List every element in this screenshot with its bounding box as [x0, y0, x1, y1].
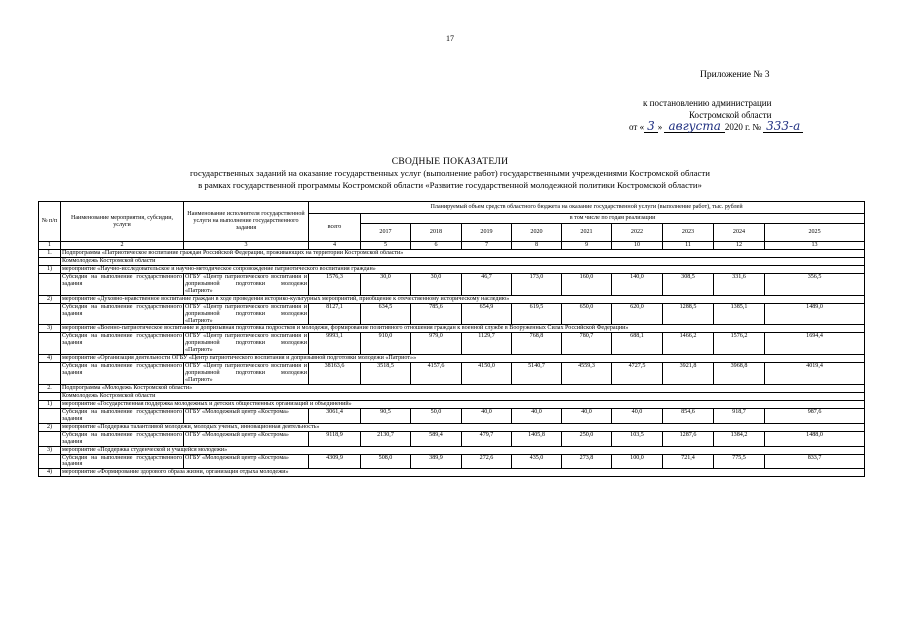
row-number	[39, 333, 61, 355]
value-year: 4559,3	[562, 363, 612, 385]
value-year: 768,8	[512, 333, 562, 355]
value-total: 9993,1	[309, 333, 361, 355]
section-text: мероприятие «Формирование здорового образа жизни, организация отдыха молодежи»	[61, 469, 865, 477]
column-number: 10	[612, 242, 663, 250]
column-number: 5	[361, 242, 411, 250]
resolution-reference: к постановлению администрации	[643, 98, 772, 108]
subsidy-row	[39, 454, 865, 469]
subsidy-name: Субсидия на выполнение государственного задания	[62, 454, 182, 468]
column-number: 8	[512, 242, 562, 250]
row-number: 2)	[39, 423, 61, 431]
value-year: 356,5	[765, 274, 865, 296]
value-total: 4309,9	[309, 454, 361, 469]
executor-name: ОГБУ «Центр патриотического воспитания и допризывной подготовки молодежи «Патриот»	[185, 303, 307, 324]
value-year: 173,0	[512, 274, 562, 296]
header-total: всего	[309, 214, 361, 242]
subsidy-row	[39, 408, 865, 423]
section-row	[39, 384, 865, 392]
subsidy-name: Субсидия на выполнение государственного задания	[61, 274, 184, 296]
value-year: 4727,5	[612, 363, 663, 385]
column-number: 2	[61, 242, 184, 250]
value-total: 38163,6	[309, 363, 361, 385]
value-year: 775,5	[714, 454, 765, 469]
value-year: 30,0	[361, 274, 411, 296]
value-year: 90,5	[361, 408, 411, 423]
value-total: 8127,1	[309, 303, 361, 325]
subsidy-name: Субсидия на выполнение государственного задания	[62, 408, 182, 422]
subsidy-row	[39, 431, 865, 446]
section-row	[39, 392, 865, 400]
column-number: 11	[663, 242, 714, 250]
value-total: 9118,9	[309, 431, 361, 446]
section-text: мероприятие «Поддержка студенческой и учащейся молодежи»	[61, 446, 865, 454]
indicators-table	[38, 201, 865, 477]
row-number: 1)	[39, 266, 61, 274]
row-number: 4)	[39, 355, 61, 363]
value-year: 46,7	[462, 274, 512, 296]
column-number: 9	[562, 242, 612, 250]
header-year: 2017	[361, 224, 411, 242]
value-year: 435,0	[512, 454, 562, 469]
executor-name: ОГБУ «Молодежный центр «Кострома»	[184, 431, 309, 446]
executor-name: ОГБУ «Центр патриотического воспитания и допризывной подготовки молодежи «Патриот»	[185, 333, 307, 354]
value-year: 650,0	[562, 303, 612, 325]
header-year: 2018	[411, 224, 462, 242]
header-name: Наименование мероприятия, субсидии, услуги	[61, 202, 184, 242]
section-row	[39, 423, 865, 431]
document-subtitle-1: государственных заданий на оказание государственных услуг (выполнение работ) государственными учреждениями Костромской области	[190, 168, 710, 178]
row-number: 1.	[39, 250, 61, 258]
row-number: 3)	[39, 325, 61, 333]
subsidy-row	[39, 274, 865, 296]
row-number	[39, 363, 61, 385]
row-number	[39, 392, 61, 400]
header-year: 2024	[714, 224, 765, 242]
column-number: 1	[39, 242, 61, 250]
value-year: 40,0	[612, 408, 663, 423]
date-month: августа	[664, 121, 724, 133]
value-year: 4150,0	[462, 363, 512, 385]
date-year: 2020 г. №	[724, 122, 761, 132]
row-number	[39, 274, 61, 296]
value-year: 1488,0	[765, 431, 865, 446]
section-text: мероприятие «Поддержка талантливой молодежи, молодых ученых, инновационная деятельность»	[61, 423, 865, 431]
value-year: 508,0	[361, 454, 411, 469]
value-year: 331,6	[714, 274, 765, 296]
column-number: 13	[765, 242, 865, 250]
value-year: 1576,2	[714, 333, 765, 355]
document-title: СВОДНЫЕ ПОКАЗАТЕЛИ	[391, 157, 509, 167]
section-text: мероприятие «Духовно-нравственное воспитание граждан в ходе проведения историко-культурных мероприятий, приобщение к отечественному историческому наследию»	[61, 295, 865, 303]
value-year: 479,7	[462, 431, 512, 446]
value-year: 780,7	[562, 333, 612, 355]
subsidy-row	[39, 363, 865, 385]
value-year: 30,0	[411, 274, 462, 296]
value-year: 1466,2	[663, 333, 714, 355]
header-year: 2022	[612, 224, 663, 242]
value-total: 1576,3	[309, 274, 361, 296]
subsidy-row	[39, 303, 865, 325]
row-number	[39, 431, 61, 446]
header-num: № п/п	[39, 202, 61, 242]
row-number: 3)	[39, 446, 61, 454]
value-year: 3518,5	[361, 363, 411, 385]
row-number	[39, 408, 61, 423]
resolution-date-line	[629, 121, 803, 133]
value-year: 250,0	[562, 431, 612, 446]
value-year: 40,0	[512, 408, 562, 423]
section-row	[39, 469, 865, 477]
section-text: Коммолодежь Костромской области	[61, 392, 865, 400]
value-year: 2130,7	[361, 431, 411, 446]
row-number: 2.	[39, 384, 61, 392]
value-year: 4019,4	[765, 363, 865, 385]
appendix-label: Приложение № 3	[700, 70, 770, 80]
section-row	[39, 295, 865, 303]
value-year: 40,0	[462, 408, 512, 423]
value-year: 3921,8	[663, 363, 714, 385]
executor-name: ОГБУ «Молодежный центр «Кострома»	[184, 408, 309, 423]
header-year: 2023	[663, 224, 714, 242]
section-row	[39, 400, 865, 408]
date-sep: »	[657, 122, 663, 132]
subsidy-name: Субсидия на выполнение государственного задания	[61, 363, 184, 385]
section-row	[39, 258, 865, 266]
date-day: 3	[644, 121, 658, 133]
subsidy-name: Субсидия на выполнение государственного задания	[62, 431, 182, 445]
value-year: 910,0	[361, 333, 411, 355]
value-year: 273,8	[562, 454, 612, 469]
value-year: 272,6	[462, 454, 512, 469]
value-year: 1288,5	[663, 303, 714, 325]
section-row	[39, 355, 865, 363]
value-year: 1385,1	[714, 303, 765, 325]
value-year: 979,0	[411, 333, 462, 355]
header-year: 2025	[765, 224, 865, 242]
subsidy-row	[39, 333, 865, 355]
executor-name: ОГБУ «Молодежный центр «Кострома»	[184, 454, 309, 469]
section-row	[39, 266, 865, 274]
row-number: 4)	[39, 469, 61, 477]
value-year: 100,0	[612, 454, 663, 469]
value-year: 619,5	[512, 303, 562, 325]
subsidy-name: Субсидия на выполнение государственного задания	[61, 303, 184, 325]
value-year: 3968,8	[714, 363, 765, 385]
value-year: 721,4	[663, 454, 714, 469]
header-year: 2020	[512, 224, 562, 242]
value-year: 1287,6	[663, 431, 714, 446]
row-number	[39, 303, 61, 325]
row-number: 1)	[39, 400, 61, 408]
value-year: 854,6	[663, 408, 714, 423]
header-year: 2019	[462, 224, 512, 242]
value-year: 103,5	[612, 431, 663, 446]
column-number: 4	[309, 242, 361, 250]
value-year: 1694,4	[765, 333, 865, 355]
section-text: мероприятие «Научно-исследовательское и научно-методическое сопровождение патриотического воспитания граждан»	[61, 266, 865, 274]
column-number: 3	[184, 242, 309, 250]
document-subtitle-2: в рамках государственной программы Костромской области «Развитие государственной молодежной политики Костромской области»	[198, 180, 702, 190]
header-by-year: в том числе по годам реализации	[361, 214, 865, 224]
value-year: 4157,6	[411, 363, 462, 385]
section-text: мероприятие «Организация деятельности ОГБУ «Центр патриотического воспитания и допризывной подготовки молодежи «Патриот»»	[61, 355, 865, 363]
header-year: 2021	[562, 224, 612, 242]
value-year: 785,6	[411, 303, 462, 325]
value-year: 1405,8	[512, 431, 562, 446]
value-year: 5140,7	[512, 363, 562, 385]
section-row	[39, 250, 865, 258]
section-text: мероприятие «Военно-патриотическое воспитание и допризывная подготовка подростков и молодежи, формирование позитивного отношения граждан к военной службе в Вооруженных Силах Российской Федерации»	[61, 325, 865, 333]
value-year: 1384,2	[714, 431, 765, 446]
section-text: Коммолодежь Костромской области	[61, 258, 865, 266]
value-year: 1129,7	[462, 333, 512, 355]
value-year: 634,5	[361, 303, 411, 325]
value-year: 654,9	[462, 303, 512, 325]
header-planned-volume: Планируемый объем средств областного бюджета на оказание государственной услуги (выполнение работ), тыс. рублей	[309, 202, 865, 214]
value-year: 987,6	[765, 408, 865, 423]
value-year: 140,0	[612, 274, 663, 296]
value-year: 1489,0	[765, 303, 865, 325]
executor-name: ОГБУ «Центр патриотического воспитания и допризывной подготовки молодежи «Патриот»	[185, 274, 307, 294]
section-row	[39, 325, 865, 333]
section-text: мероприятие «Государственная поддержка молодежных и детских общественных организаций и объединений»	[61, 400, 865, 408]
column-number: 6	[411, 242, 462, 250]
administration-name: Костромской области	[689, 110, 772, 120]
column-number: 12	[714, 242, 765, 250]
value-year: 50,0	[411, 408, 462, 423]
row-number: 2)	[39, 295, 61, 303]
value-total: 3061,4	[309, 408, 361, 423]
row-number	[39, 454, 61, 469]
section-text: Подпрограмма «Молодежь Костромской области»	[61, 384, 865, 392]
column-number: 7	[462, 242, 512, 250]
page-number: 17	[446, 34, 454, 43]
section-row	[39, 446, 865, 454]
value-year: 589,4	[411, 431, 462, 446]
resolution-number: 333-а	[763, 121, 803, 133]
value-year: 918,7	[714, 408, 765, 423]
subsidy-name: Субсидия на выполнение государственного задания	[61, 333, 184, 355]
value-year: 160,0	[562, 274, 612, 296]
value-year: 688,1	[612, 333, 663, 355]
value-year: 833,7	[765, 454, 865, 469]
value-year: 389,9	[411, 454, 462, 469]
date-prefix: от «	[629, 122, 645, 132]
executor-name: ОГБУ «Центр патриотического воспитания и допризывной подготовки молодежи «Патриот»	[185, 363, 307, 383]
row-number	[39, 258, 61, 266]
value-year: 308,5	[663, 274, 714, 296]
value-year: 40,0	[562, 408, 612, 423]
value-year: 620,0	[612, 303, 663, 325]
header-executor: Наименование исполнителя государственной услуги на выполнение государственного задания	[184, 202, 309, 242]
section-text: Подпрограмма «Патриотическое воспитание граждан Российской Федерации, проживающих на территории Костромской области»	[61, 250, 865, 258]
